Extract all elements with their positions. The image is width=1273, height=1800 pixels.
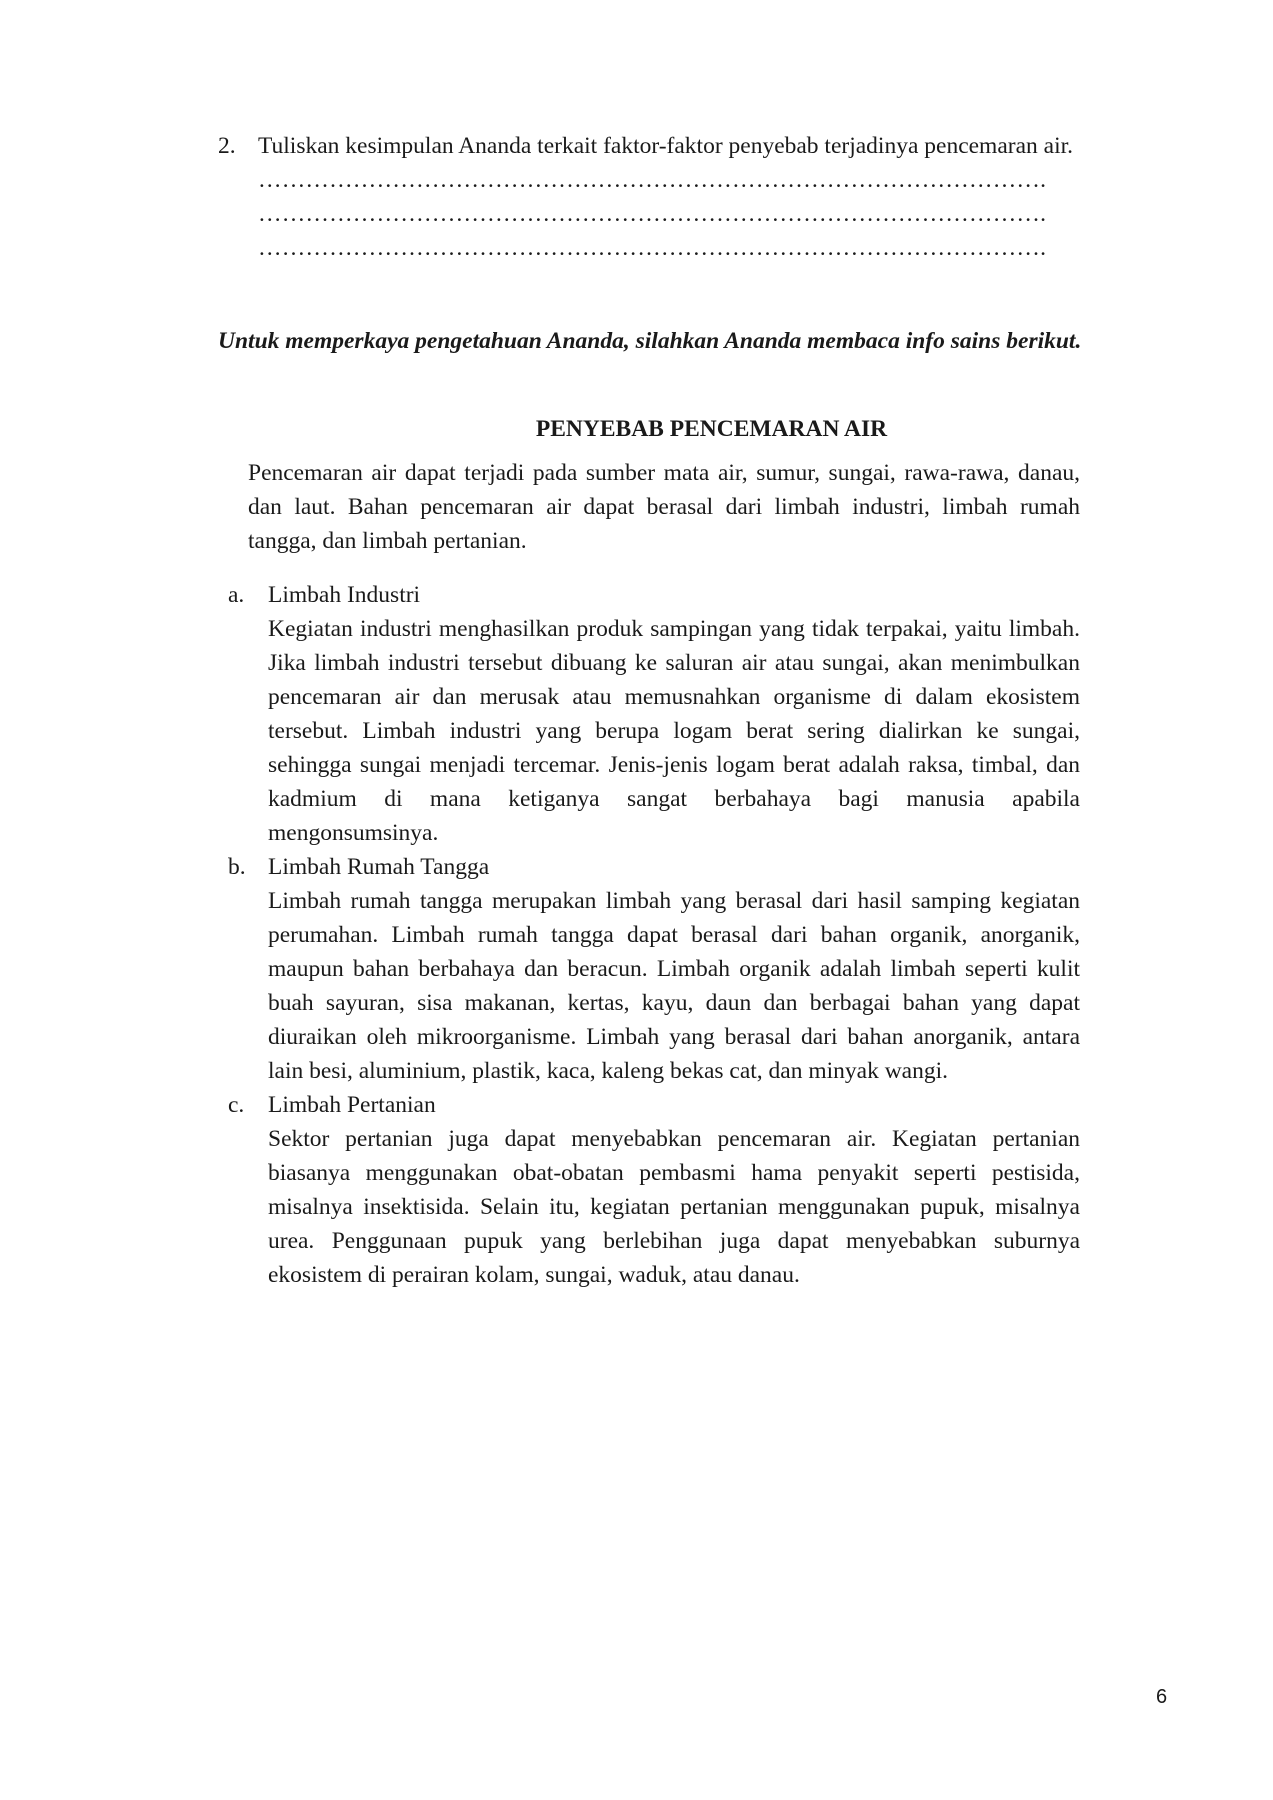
item-title: Limbah Industri	[268, 582, 421, 608]
answer-line: ……………………………………………………………………………………….	[258, 201, 1047, 227]
item-body: Sektor pertanian juga dapat menyebabkan pencemaran air. Kegiatan pertanian biasanya menggunakan obat-obatan pembasmi hama penyakit seperti pestisida, misalnya insektisida. Selain itu, kegiatan pertanian menggunakan pupuk, misalnya urea. Penggunaan pupuk yang berlebihan juga dapat menyebabkan suburnya ekosistem di perairan kolam, sungai, waduk, atau danau.	[268, 1126, 1080, 1288]
section-heading: PENYEBAB PENCEMARAN AIR	[535, 416, 888, 442]
intro-instruction: Untuk memperkaya pengetahuan Ananda, silahkan Ananda membaca info sains berikut.	[218, 328, 1082, 354]
page-number: 6	[1156, 1686, 1168, 1708]
question-text: Tuliskan kesimpulan Ananda terkait faktor-faktor penyebab terjadinya pencemaran air.	[258, 133, 1074, 159]
question-number: 2.	[218, 133, 236, 159]
item-title: Limbah Pertanian	[268, 1092, 436, 1118]
list-marker: c.	[228, 1092, 245, 1118]
list-marker: a.	[228, 582, 245, 608]
item-body: Limbah rumah tangga merupakan limbah yang berasal dari hasil samping kegiatan perumahan. Limbah rumah tangga dapat berasal dari bahan organik, anorganik, maupun bahan berbahaya dan beracun. Limbah organik adalah limbah seperti kulit buah sayuran, sisa makanan, kertas, kayu, daun dan berbagai bahan yang dapat diuraikan oleh mikroorganisme. Limbah yang berasal dari bahan anorganik, antara lain besi, aluminium, plastik, kaca, kaleng bekas cat, dan minyak wangi.	[268, 888, 1080, 1084]
question-2	[218, 129, 1094, 265]
list-item	[228, 1088, 1080, 1292]
list-item	[228, 850, 1080, 1088]
item-title: Limbah Rumah Tangga	[268, 854, 490, 880]
item-body: Kegiatan industri menghasilkan produk sampingan yang tidak terpakai, yaitu limbah. Jika limbah industri tersebut dibuang ke saluran air atau sungai, akan menimbulkan pencemaran air dan merusak atau memusnahkan organisme di dalam ekosistem tersebut. Limbah industri yang berupa logam berat sering dialirkan ke sungai, sehingga sungai menjadi tercemar. Jenis-jenis logam berat adalah raksa, timbal, dan kadmium di mana ketiganya sangat berbahaya bagi manusia apabila mengonsumsinya.	[268, 616, 1080, 846]
waste-type-list	[228, 578, 1080, 1292]
intro-paragraph: Pencemaran air dapat terjadi pada sumber mata air, sumur, sungai, rawa-rawa, danau, dan laut. Bahan pencemaran air dapat berasal dari limbah industri, limbah rumah tangga, dan limbah pertanian.	[248, 460, 1080, 554]
list-marker: b.	[228, 854, 246, 880]
answer-line: ……………………………………………………………………………………….	[258, 167, 1047, 193]
answer-line: ……………………………………………………………………………………….	[258, 235, 1047, 261]
list-item	[228, 578, 1080, 850]
